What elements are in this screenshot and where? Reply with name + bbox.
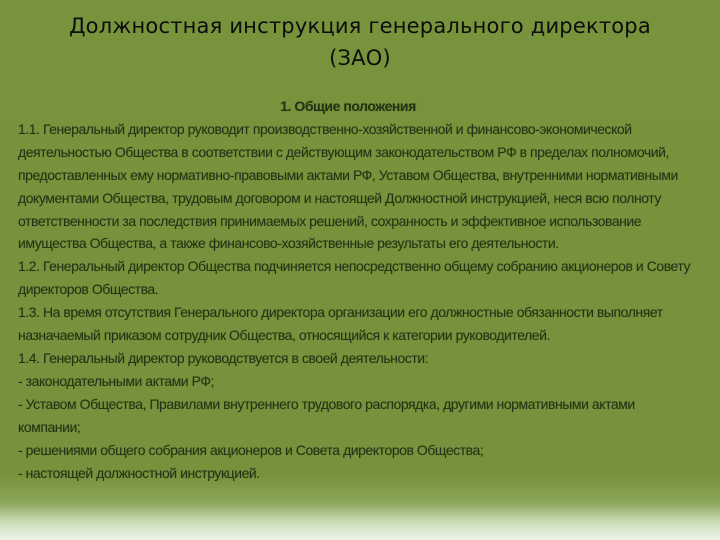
text-line: назначаемый приказом сотрудник Общества, относящийся к категории руководителей. — [18, 327, 550, 344]
text-line: 1.3. На время отсутствия Генерального директора организации его должностные обязанности выполняет — [18, 304, 663, 321]
text-line: документами Общества, трудовым договором и настоящей Должностной инструкцией, неся всю полноту — [18, 189, 661, 206]
title-line-2: (ЗАО) — [329, 46, 391, 70]
text-line: 1.1. Генеральный директор руководит производственно-хозяйственной и финансово-экономической — [18, 120, 632, 137]
page-title — [20, 10, 700, 74]
text-line: - настоящей должностной инструкцией. — [18, 464, 260, 481]
text-line: директоров Общества. — [18, 281, 159, 298]
text-line: имущества Общества, а также финансово-хозяйственные результаты его деятельности. — [18, 235, 559, 252]
text-line: - решениями общего собрания акционеров и Совета директоров Общества; — [18, 441, 484, 458]
title-line-1: Должностная инструкция генерального директора — [69, 14, 651, 38]
text-line: деятельностью Общества в соответствии с действующим законодательством РФ в пределах полномочий, — [18, 143, 669, 160]
text-line: компании; — [18, 418, 81, 435]
text-line: 1.4. Генеральный директор руководствуется в своей деятельности: — [18, 349, 429, 366]
text-line: предоставленных ему нормативно-правовыми актами РФ, Уставом Общества, внутренними нормативными — [18, 166, 678, 183]
text-line: - законодательными актами РФ; — [18, 372, 214, 389]
text-line: ответственности за последствия принимаемых решений, сохранность и эффективное использование — [18, 212, 642, 229]
text-line: - Уставом Общества, Правилами внутреннего трудового распорядка, другими нормативными актами — [18, 395, 635, 412]
text-line: 1.2. Генеральный директор Общества подчиняется непосредственно общему собранию акционеров и Совету — [18, 258, 691, 275]
section-heading: 1. Общие положения — [280, 98, 416, 114]
document-body — [18, 95, 718, 484]
